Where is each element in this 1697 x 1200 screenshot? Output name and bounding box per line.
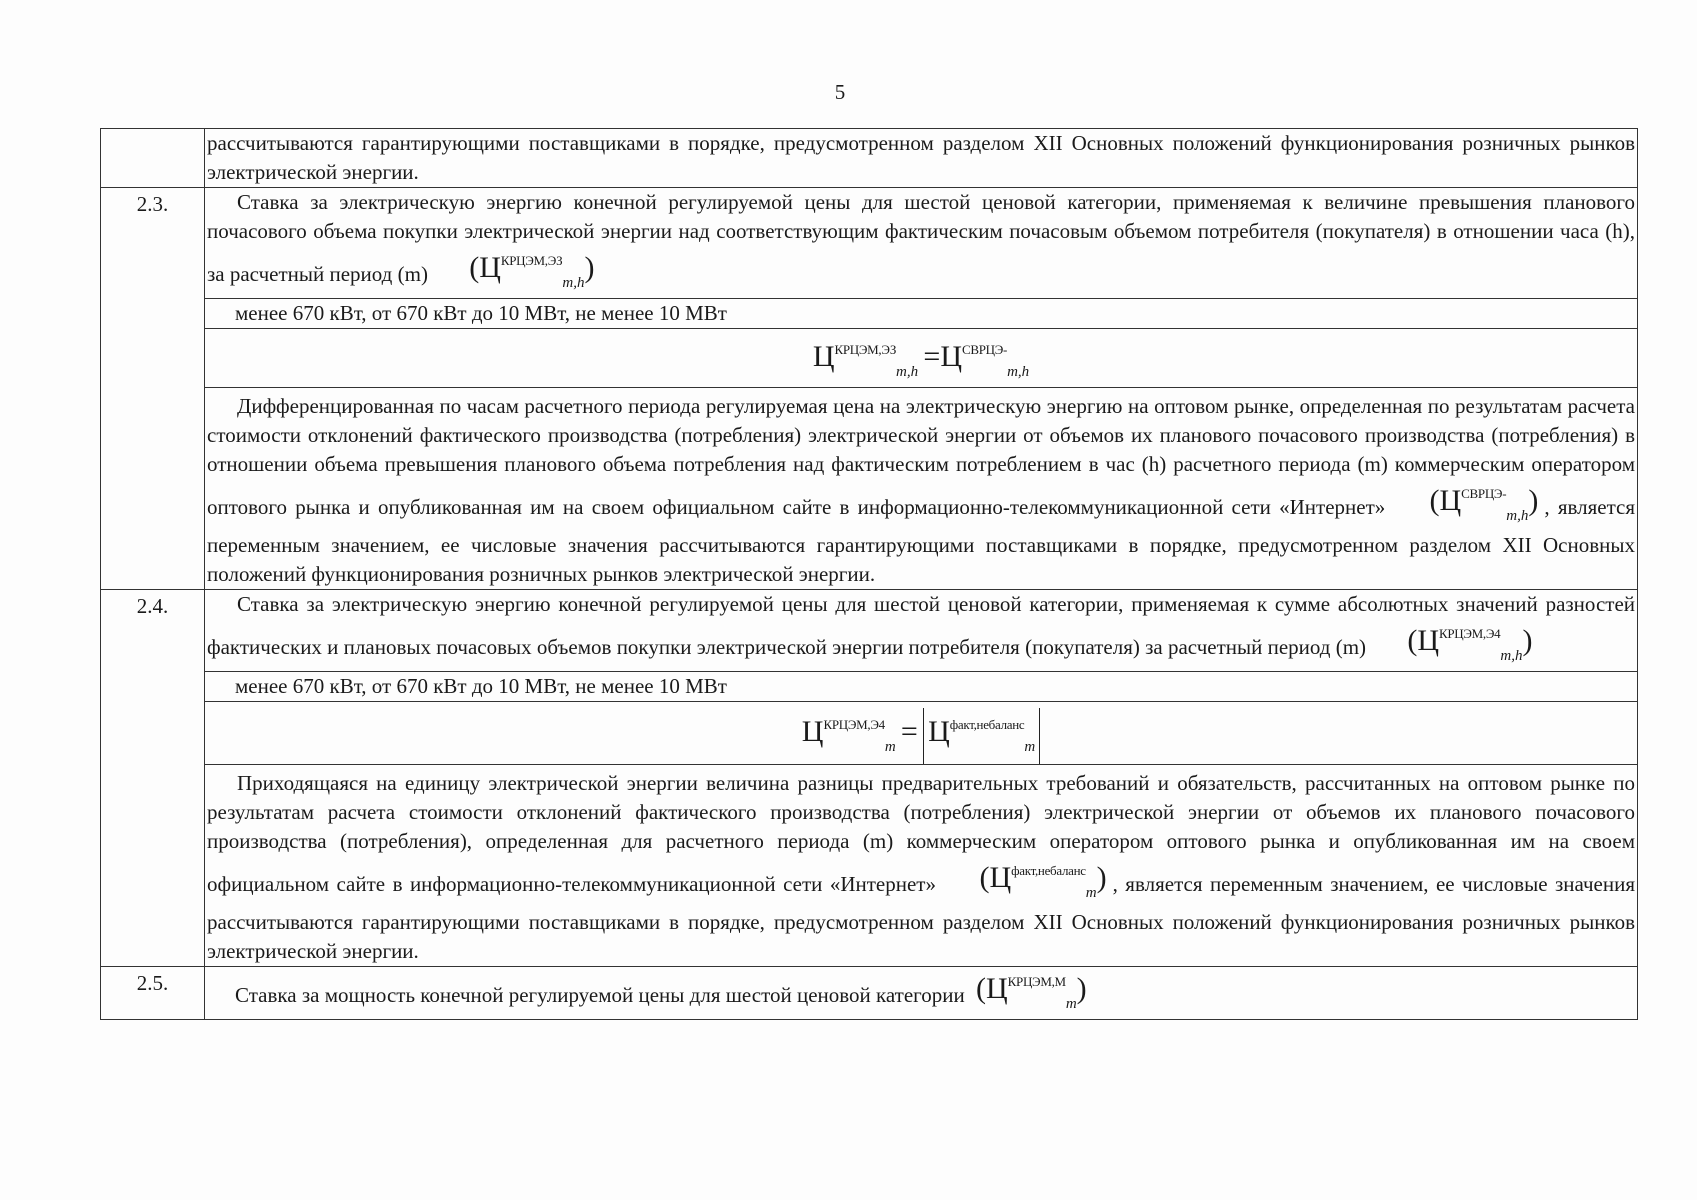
rate-description: Приходящаяся на единицу электрической энергии величина разницы предварительных требований и обязательств, рассчитанных на оптовом рынке по результатам расчета стоимости отклонений фактического производства (потребления) электрической энергии от объемов их планового почасового производства (потребления), определенная для расчетного периода (m) коммерческим оператором оптового рынка и опубликованная им на своем официальном сайте в информационно-телекоммуникационной сети «Интернет» $(Ц^{факт,небаланс}_m)$ , является переменным значением, ее числовые значения рассчитываются гарантирующими поставщиками в порядке, предусмотренном разделом XII Основных положений функционирования розничных рынков электрической энергии.: [205, 765, 1638, 967]
rate-title: Ставка за электрическую энергию конечной регулируемой цены для шестой ценовой категории, применяемая к сумме абсолютных значений разностей фактических и плановых почасовых объемов покупки электрической энергии потребителя (покупателя) за расчетный период (m) $(Ц^{КРЦЭМ,Э4}_{m,h})$: [205, 590, 1638, 672]
row-number: 2.3.: [101, 188, 205, 590]
row-number: 2.4.: [101, 590, 205, 967]
rate-title-text: Ставка за электрическую энергию конечной регулируемой цены для шестой ценовой категории, применяемая к величине превышения планового почасового объема покупки электрической энергии над соответствующим фактическим почасовым объемом потребителя (покупателя) в отношении часа (h), за расчетный период (m): [207, 190, 1635, 286]
table-row: [101, 590, 1638, 672]
voltage-levels: менее 670 кВт, от 670 кВт до 10 МВт, не менее 10 МВт: [205, 299, 1638, 329]
formula: $Ц^{КРЦЭМ,Э4}_m = Ц^{факт,небаланс}_m$: [205, 702, 1638, 765]
row-number: 2.5.: [101, 967, 205, 1020]
rate-title: [205, 188, 1638, 299]
row-number: [101, 129, 205, 188]
page-number: 5: [834, 80, 846, 104]
table-row: [101, 129, 1638, 188]
tariff-table: [100, 128, 1638, 1020]
rate-title: Ставка за мощность конечной регулируемой цены для шестой ценовой категории $(Ц^{КРЦЭМ,М}_m)$: [205, 967, 1638, 1020]
table-row: [101, 702, 1638, 765]
rate-symbol: $(Ц^{СВРЦЭ-}_{m,h})$: [1429, 484, 1539, 524]
table-row: [101, 765, 1638, 967]
rate-symbol: $(Ц^{факт,небаланс}_m)$: [979, 861, 1107, 901]
table-row: [101, 388, 1638, 590]
table-row: [101, 188, 1638, 299]
rate-description: Дифференцированная по часам расчетного периода регулируемая цена на электрическую энергию на оптовом рынке, определенная по результатам расчета стоимости отклонений фактического производства (потребления) электрической энергии от объемов их планового почасового производства (потребления) в отношении объема превышения планового объема потребления над фактическим потреблением в час (h) расчетного периода (m) коммерческим оператором оптового рынка и опубликованная им на своем официальном сайте в информационно-телекоммуникационной сети «Интернет» $(Ц^{СВРЦЭ-}_{m,h})$ , является переменным значением, ее числовые значения рассчитываются гарантирующими поставщиками в порядке, предусмотренном разделом XII Основных положений функционирования розничных рынков электрической энергии.: [205, 388, 1638, 590]
absolute-value: $Ц^{факт,небаланс}_m$: [923, 708, 1040, 764]
rate-symbol: $(Ц^{КРЦЭМ,М}_m)$: [976, 972, 1087, 1012]
formula: $Ц^{КРЦЭМ,ЭЗ}_{m,h} =Ц^{СВРЦЭ-}_{m,h}$: [205, 329, 1638, 388]
rate-symbol: $(Ц^{КРЦЭМ,Э4}_{m,h})$: [1407, 624, 1533, 664]
rate-symbol: $(Ц^{КРЦЭМ,ЭЗ}_{m,h})$: [469, 251, 595, 291]
table-row: [101, 967, 1638, 1020]
table-row: [101, 672, 1638, 702]
continuation-text: рассчитываются гарантирующими поставщиками в порядке, предусмотренном разделом XII Основных положений функционирования розничных рынков электрической энергии.: [205, 129, 1638, 188]
table-row: [101, 299, 1638, 329]
table-row: [101, 329, 1638, 388]
voltage-levels: менее 670 кВт, от 670 кВт до 10 МВт, не менее 10 МВт: [205, 672, 1638, 702]
